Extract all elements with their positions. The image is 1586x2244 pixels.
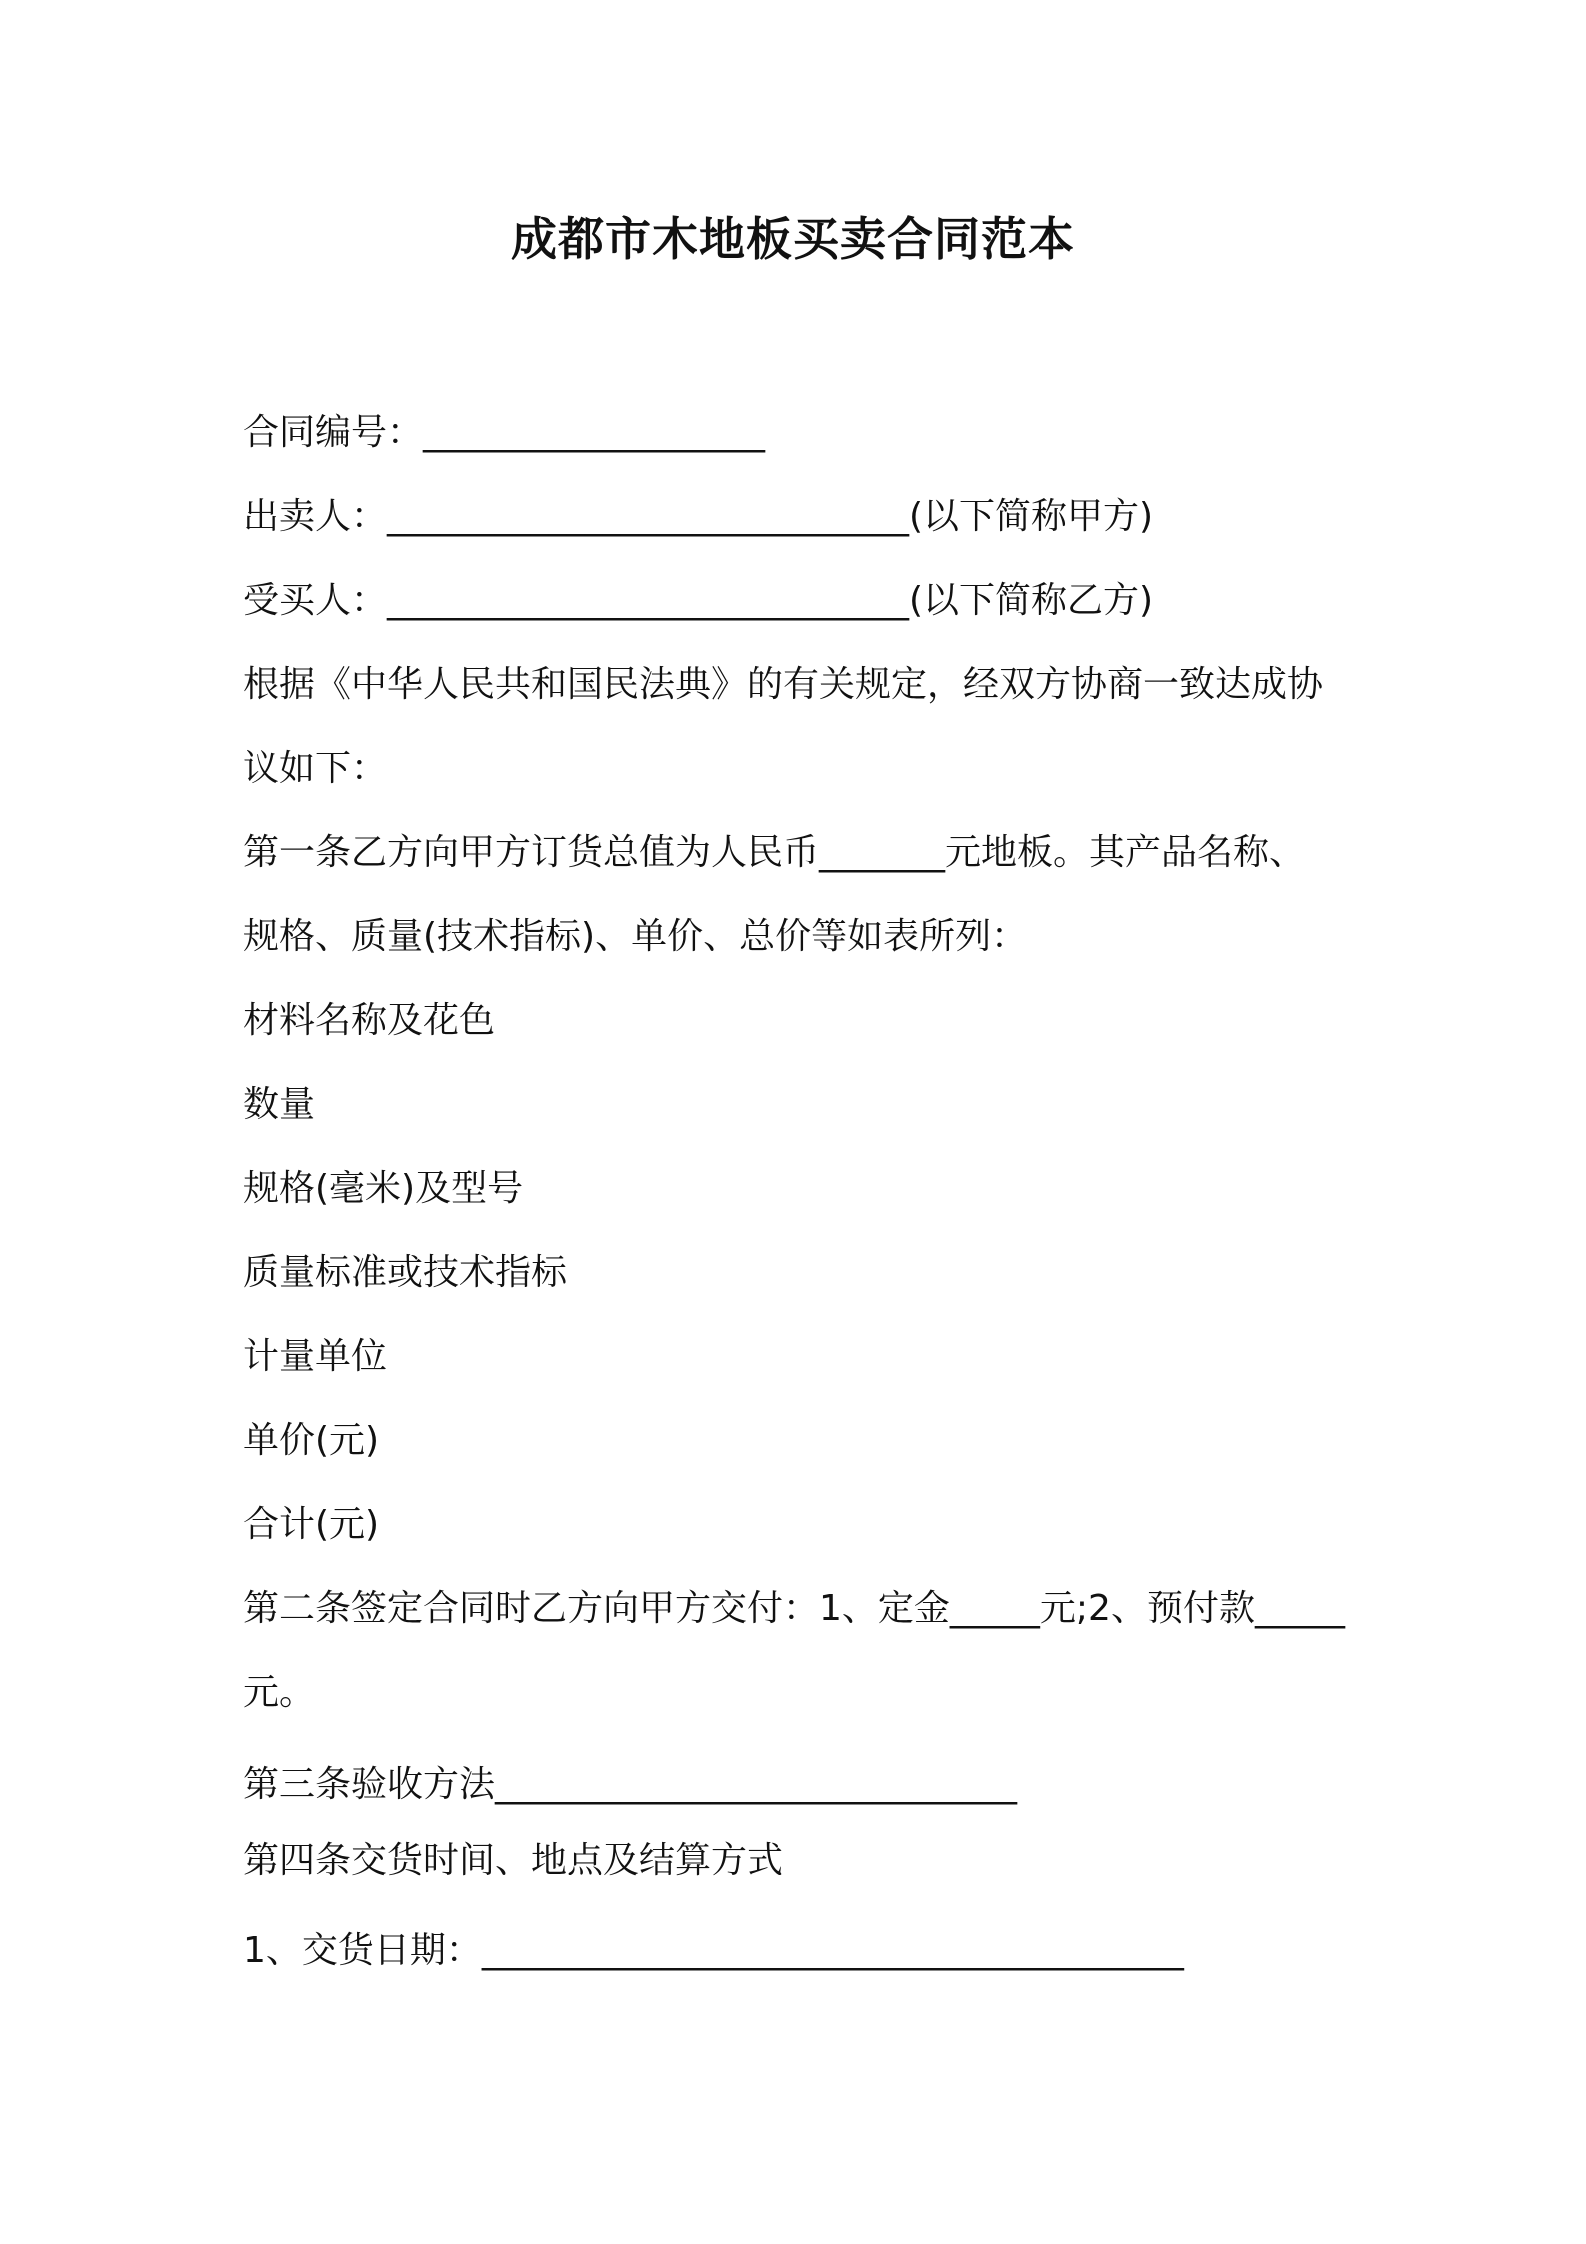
document-title: 成都市木地板买卖合同范本: [511, 212, 1075, 266]
preamble-line-1: 根据《中华人民共和国民法典》的有关规定，经双方协商一致达成协: [243, 664, 1324, 705]
delivery-date-line: 1、交货日期：_______________________________________: [243, 1930, 1184, 1971]
preamble-line-2: 议如下：: [243, 748, 388, 789]
table-item-unit: 计量单位: [243, 1336, 388, 1377]
contract-number-line: 合同编号：___________________: [243, 412, 766, 453]
table-item-total: 合计(元): [243, 1504, 380, 1545]
article-1-line-1: 第一条乙方向甲方订货总值为人民币_______元地板。其产品名称、: [243, 832, 1306, 873]
table-item-unit-price: 单价(元): [243, 1420, 380, 1461]
table-item-quantity: 数量: [243, 1084, 316, 1125]
article-3-line: 第三条验收方法_____________________________: [243, 1764, 1018, 1805]
article-2-line-1: 第二条签定合同时乙方向甲方交付：1、定金_____元;2、预付款_____: [243, 1588, 1345, 1629]
buyer-line: 受买人：_____________________________(以下简称乙方): [243, 580, 1154, 621]
article-4-heading: 第四条交货时间、地点及结算方式: [243, 1840, 784, 1881]
article-2-line-2: 元。: [243, 1672, 316, 1713]
table-item-material-name: 材料名称及花色: [243, 1000, 496, 1041]
seller-line: 出卖人：_____________________________(以下简称甲方): [243, 496, 1154, 537]
table-item-quality: 质量标准或技术指标: [243, 1252, 568, 1293]
article-1-line-2: 规格、质量(技术指标)、单价、总价等如表所列：: [243, 916, 1028, 957]
table-item-spec: 规格(毫米)及型号: [243, 1168, 524, 1209]
